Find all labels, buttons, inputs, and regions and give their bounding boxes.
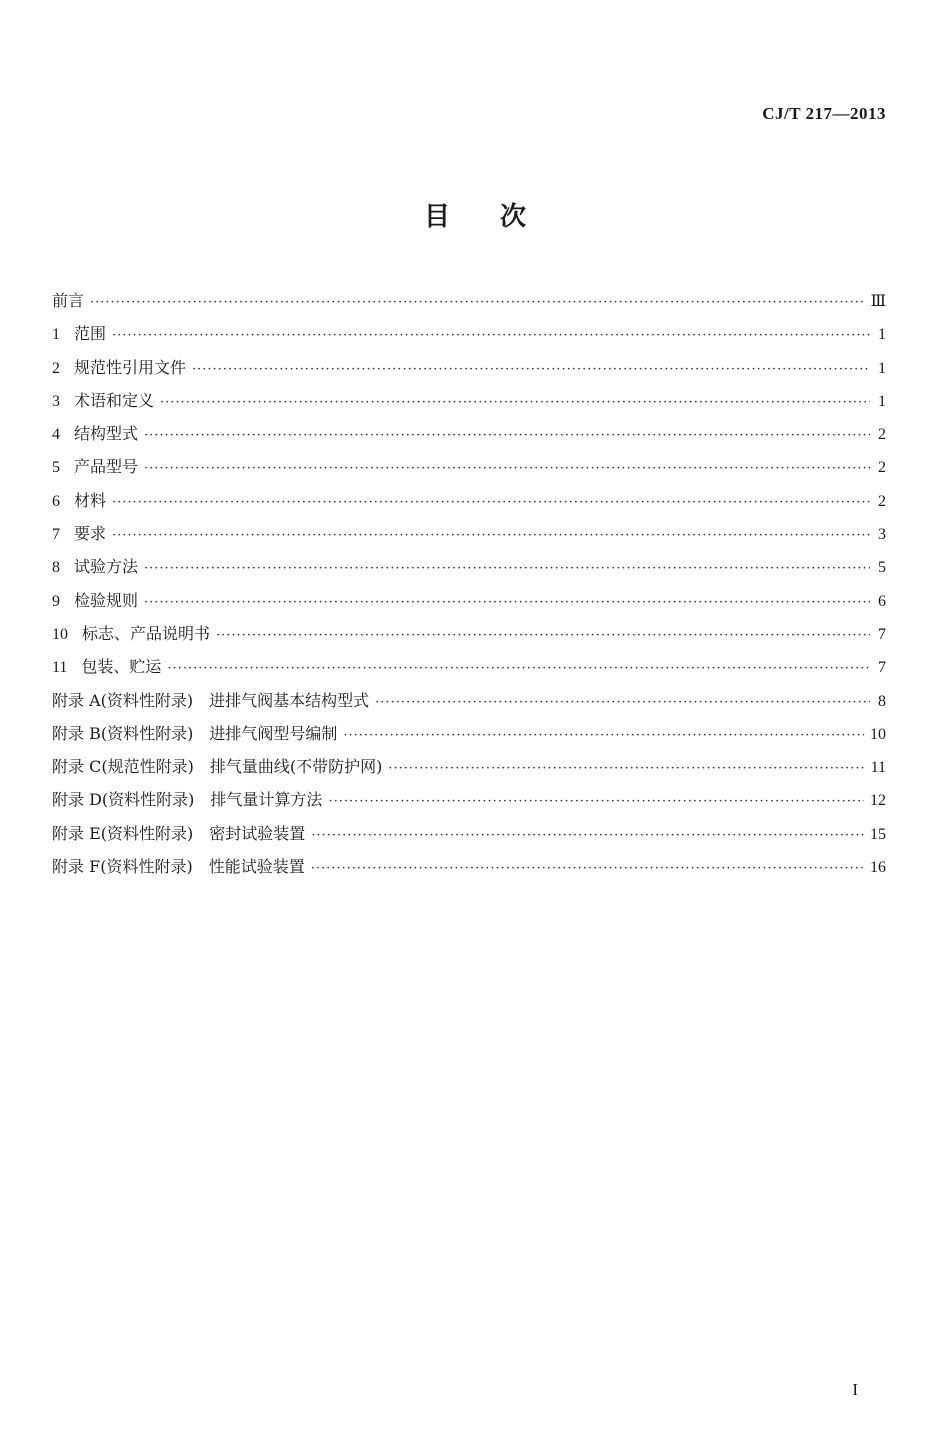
appendix-number: 附录 D [52,790,102,810]
appendix-type: (资料性附录) [101,790,195,810]
entry-number: 10 [52,625,68,643]
dot-leader [144,452,870,485]
entry-page-number: 7 [878,659,886,677]
toc-entry-10[interactable] [52,617,886,650]
dot-leader [160,386,870,419]
entry-title: 规范性引用文件 [74,357,187,377]
appendix-type: (资料性附录) [100,690,194,710]
entry-page-number: 2 [878,492,886,510]
entry-number: 3 [52,392,60,410]
entry-page-number: 15 [870,825,886,843]
toc-entry-3[interactable] [52,384,886,417]
appendix-type: (资料性附录) [100,823,194,843]
table-of-contents [52,284,886,883]
entry-title: 要求 [74,524,107,544]
toc-title: 目次 [423,202,576,232]
dot-leader [112,519,870,552]
entry-page-number: 5 [878,559,886,577]
dot-leader [144,419,870,452]
entry-page-number: 8 [878,692,886,710]
toc-entry-4[interactable] [52,417,886,450]
entry-title: 范围 [74,324,107,344]
dot-leader [90,286,865,319]
entry-number: 9 [52,592,60,610]
dot-leader [375,686,870,719]
appendix-type: (规范性附录) [101,757,194,777]
dot-leader [112,486,870,519]
toc-entry-appendix-b[interactable] [52,717,886,750]
entry-page-number: 2 [878,426,886,444]
toc-entry-appendix-e[interactable] [52,817,886,850]
entry-title: 标志、产品说明书 [82,623,211,643]
dot-leader [328,785,864,818]
entry-title: 包装、贮运 [81,657,162,677]
toc-entry-8[interactable] [52,550,886,583]
toc-entry-appendix-c[interactable] [52,750,886,783]
entry-page-number: 1 [878,392,886,410]
toc-entry-7[interactable] [52,517,886,550]
entry-title: 材料 [74,490,107,510]
entry-number: 2 [52,359,60,377]
entry-page-number: 6 [878,592,886,610]
dot-leader [144,586,870,619]
entry-number: 8 [52,559,60,577]
dot-leader [144,552,870,585]
page-folio: I [852,1380,858,1399]
appendix-number: 附录 A [52,690,101,710]
entry-title: 性能试验装置 [208,857,305,877]
entry-title: 进排气阀型号编制 [209,723,338,743]
entry-page-number: 7 [878,625,886,643]
dot-leader [216,619,870,652]
entry-number: 4 [52,426,60,444]
entry-number: 6 [52,492,60,510]
entry-title: 检验规则 [74,590,139,610]
dot-leader [112,319,870,352]
dot-leader [311,819,864,852]
dot-leader [167,652,870,685]
entry-page-number: 10 [870,725,886,743]
entry-page-number: 3 [878,526,886,544]
entry-page-number: 11 [870,759,886,777]
entry-page-number: 12 [870,792,886,810]
toc-entry-appendix-d[interactable] [52,783,886,816]
entry-number: 7 [52,526,60,544]
dot-leader [343,719,864,752]
entry-page-number: 2 [878,459,886,477]
toc-entry-6[interactable] [52,484,886,517]
entry-number: 11 [52,659,68,677]
entry-title: 排气量曲线(不带防护网) [209,757,383,777]
dot-leader [192,353,870,386]
entry-title: 进排气阀基本结构型式 [209,690,370,710]
toc-entry-5[interactable] [52,450,886,483]
entry-title: 试验方法 [74,557,139,577]
toc-entry-foreword[interactable] [52,284,886,317]
appendix-type: (资料性附录) [100,723,194,743]
dot-leader [388,752,864,785]
toc-entry-2[interactable] [52,351,886,384]
entry-number: 1 [52,326,60,344]
appendix-number: 附录 F [52,857,101,877]
appendix-number: 附录 E [52,823,101,843]
entry-title: 排气量计算方法 [210,790,323,810]
entry-title: 前言 [52,291,85,310]
entry-page-number: 1 [878,326,886,344]
entry-title: 结构型式 [74,424,139,444]
entry-title: 密封试验装置 [209,823,306,843]
entry-title: 产品型号 [74,457,139,477]
appendix-type: (资料性附录) [100,857,193,877]
toc-entry-1[interactable] [52,317,886,350]
entry-page-number: 1 [878,359,886,377]
entry-page-number: 16 [870,859,886,877]
toc-entry-9[interactable] [52,584,886,617]
document-code: CJ/T 217—2013 [762,104,886,123]
toc-entry-appendix-f[interactable] [52,850,886,883]
entry-page-number: Ⅲ [870,293,886,310]
entry-title: 术语和定义 [74,390,155,410]
toc-entry-11[interactable] [52,650,886,683]
appendix-number: 附录 B [52,723,101,743]
dot-leader [311,852,864,885]
entry-number: 5 [52,459,60,477]
toc-entry-appendix-a[interactable] [52,684,886,717]
appendix-number: 附录 C [52,757,102,777]
